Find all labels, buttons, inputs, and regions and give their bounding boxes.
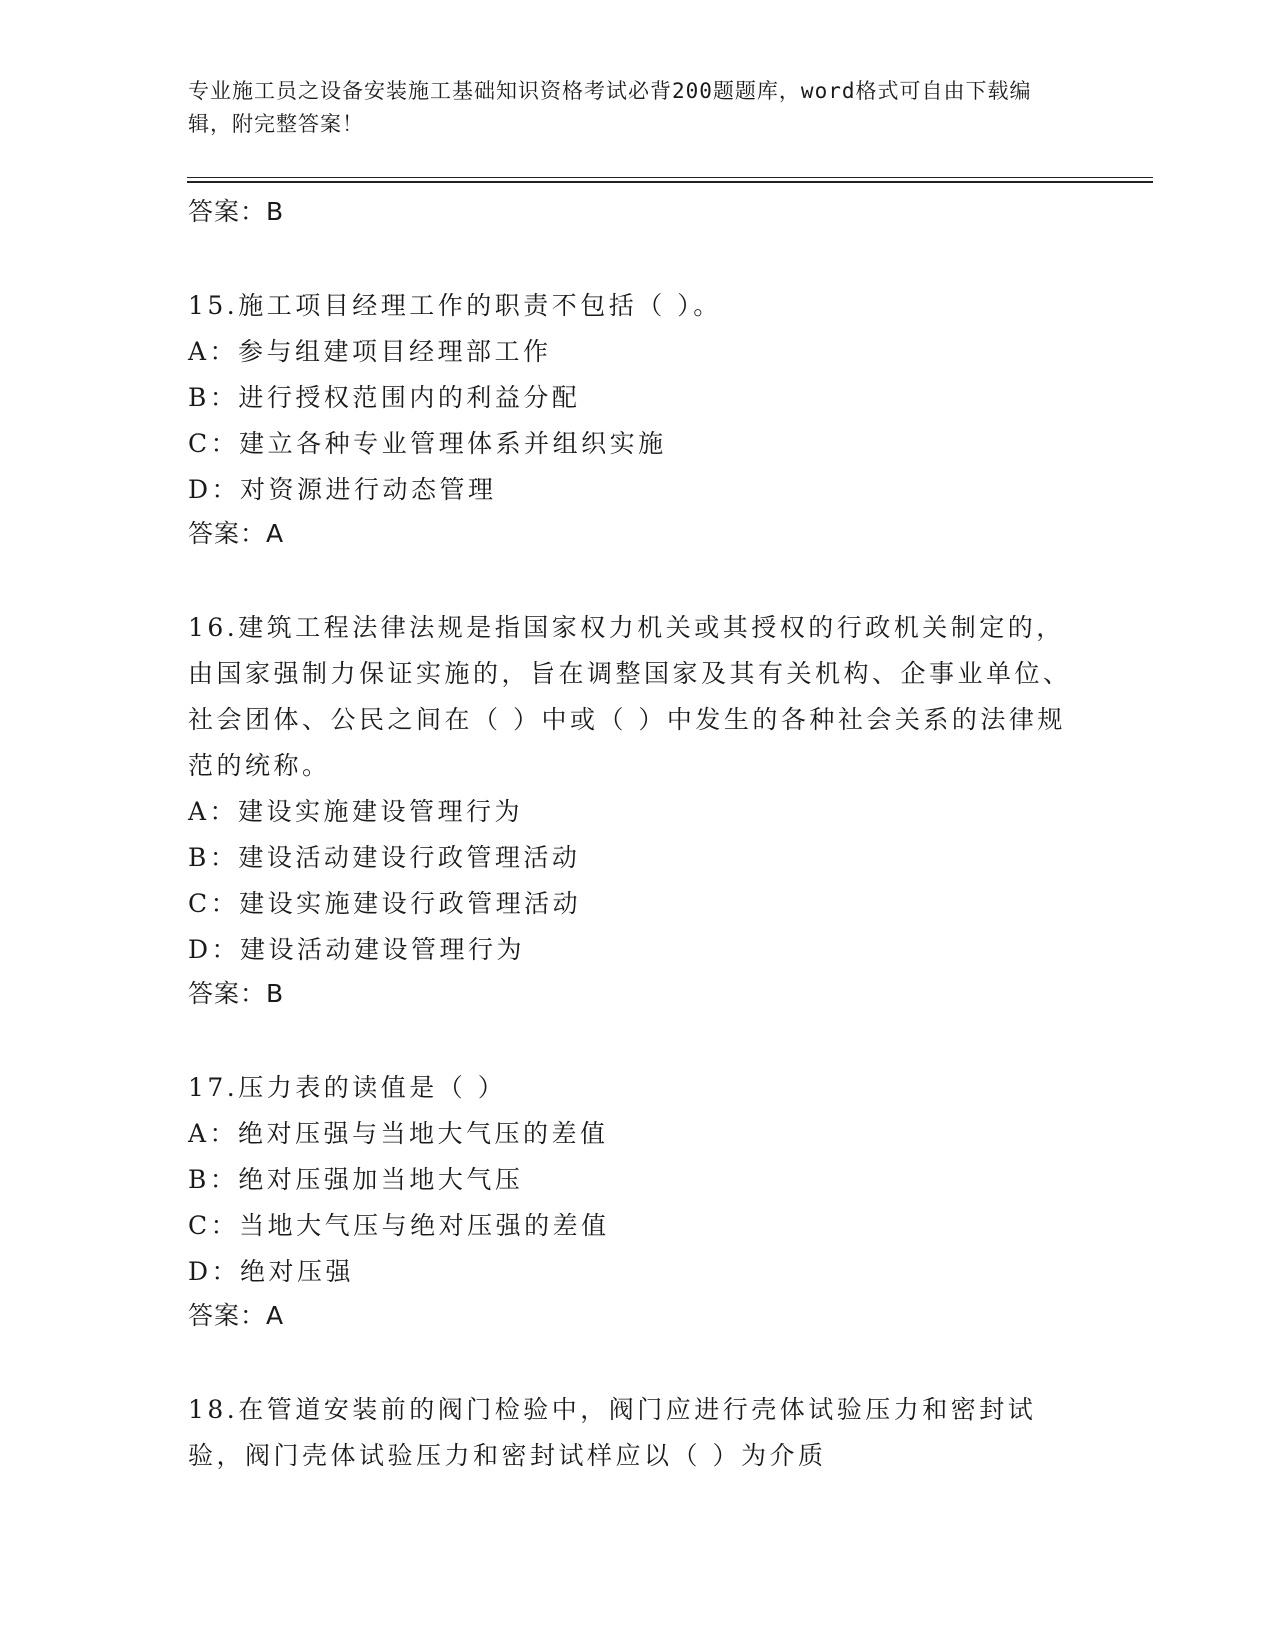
answer-line: 答案：A [188, 519, 285, 548]
question-block [188, 1387, 1088, 1479]
option-c: C：当地大气压与绝对压强的差值 [188, 1211, 610, 1240]
option-a: A：参与组建项目经理部工作 [188, 337, 552, 366]
option-d: D：绝对压强 [188, 1257, 355, 1286]
question-block [188, 283, 1088, 555]
question-stem: 15.施工项目经理工作的职责不包括（ ）。 [188, 291, 722, 320]
header-rule-thin [187, 177, 1153, 178]
option-a: A：建设实施建设管理行为 [188, 797, 524, 826]
question-stem: 17.压力表的读值是（ ） [188, 1073, 507, 1102]
question-list [188, 191, 1088, 1479]
answer-line: 答案：A [188, 1301, 285, 1330]
answer-line: 答案：B [188, 197, 285, 226]
option-b: B：绝对压强加当地大气压 [188, 1165, 524, 1194]
option-b: B：进行授权范围内的利益分配 [188, 383, 581, 412]
option-c: C：建立各种专业管理体系并组织实施 [188, 429, 667, 458]
option-d: D：对资源进行动态管理 [188, 475, 497, 504]
document-header: 专业施工员之设备安装施工基础知识资格考试必背200题题库，word格式可自由下载编辑，附完整答案！ [188, 79, 1032, 136]
option-d: D：建设活动建设管理行为 [188, 935, 526, 964]
question-stem: 16.建筑工程法律法规是指国家权力机关或其授权的行政机关制定的，由国家强制力保证实施的，旨在调整国家及其有关机构、企事业单位、社会团体、公民之间在（ ）中或（ ）中发生的各种社会关系的法律规范的统称。 [188, 613, 1072, 780]
question-block [188, 605, 1088, 1015]
option-b: B：建设活动建设行政管理活动 [188, 843, 581, 872]
question-stem: 18.在管道安装前的阀门检验中，阀门应进行壳体试验压力和密封试验，阀门壳体试验压力和密封试样应以（ ）为介质 [188, 1395, 1037, 1470]
header-rule-thick [187, 181, 1153, 183]
option-c: C：建设实施建设行政管理活动 [188, 889, 582, 918]
answer-line: 答案：B [188, 979, 285, 1008]
option-a: A：绝对压强与当地大气压的差值 [188, 1119, 609, 1148]
question-block [188, 1065, 1088, 1337]
